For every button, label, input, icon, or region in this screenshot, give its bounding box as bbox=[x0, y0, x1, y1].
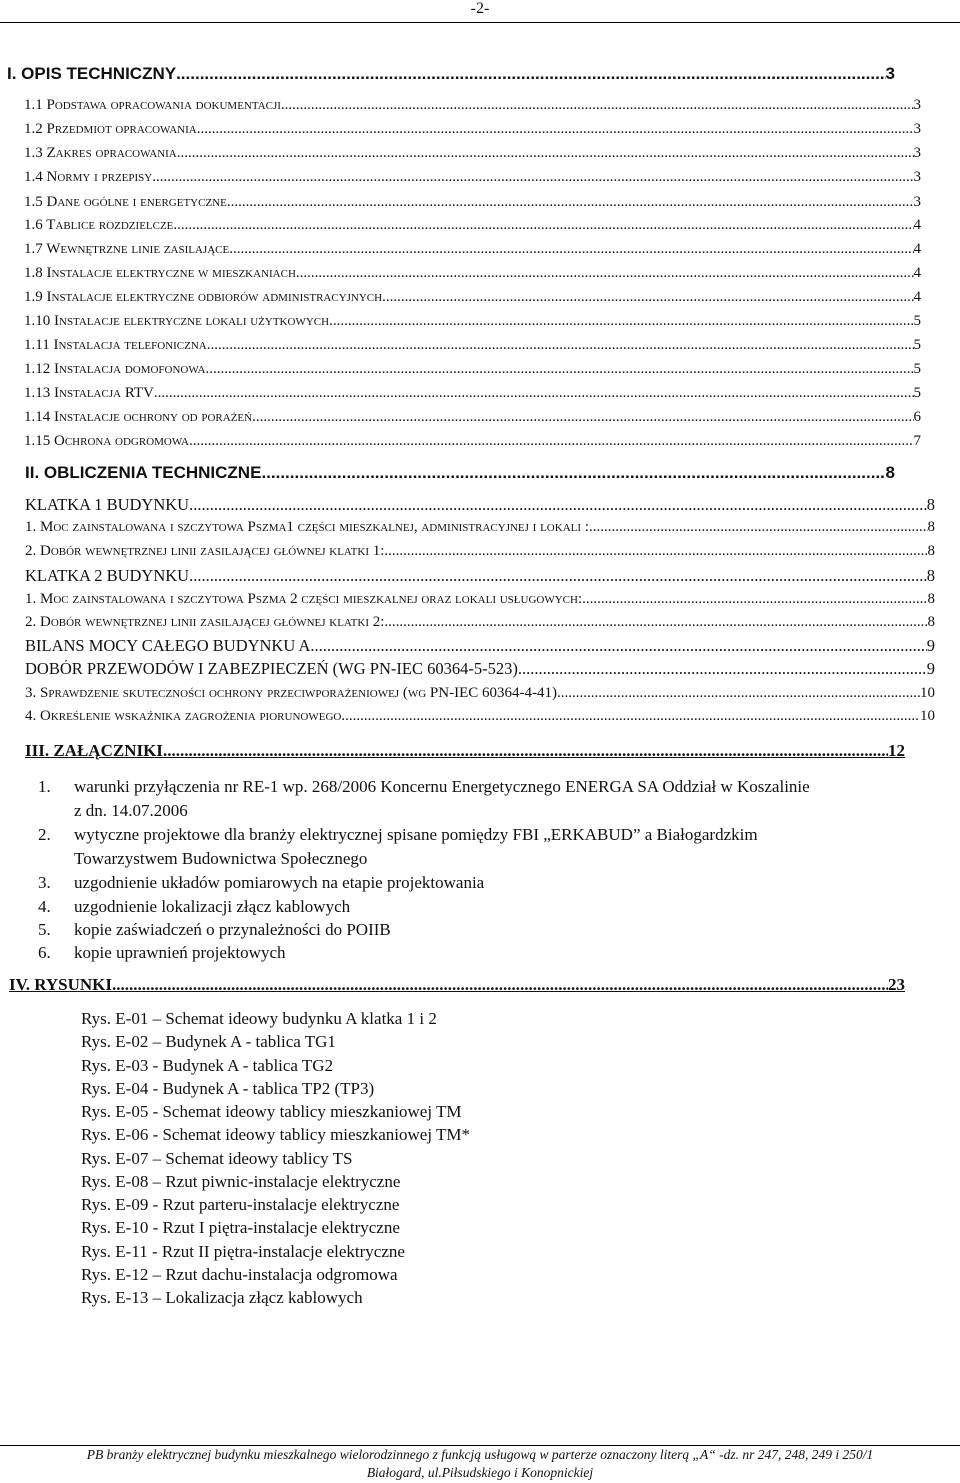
toc-item[interactable] bbox=[24, 145, 921, 162]
toc-item-page: 9 bbox=[926, 637, 935, 655]
toc-item-text: Instalacje elektryczne w mieszkaniach bbox=[46, 265, 296, 281]
attachment-text: Towarzystwem Budownictwa Społecznego bbox=[74, 849, 368, 868]
toc-item[interactable] bbox=[25, 614, 935, 631]
toc-leader-dots bbox=[112, 975, 888, 995]
toc-item-number: 1.4 bbox=[24, 169, 43, 185]
toc-leader-dots bbox=[163, 741, 888, 761]
attachment-text: kopie uprawnień projektowych bbox=[74, 943, 286, 962]
toc-item-page: 8 bbox=[926, 496, 935, 514]
drawing-item: Rys. E-11 - Rzut II piętra-instalacje elektryczne bbox=[81, 1241, 405, 1261]
toc-item-page: 7 bbox=[913, 433, 921, 449]
drawing-item: Rys. E-12 – Rzut dachu-instalacja odgromowa bbox=[81, 1264, 398, 1284]
toc-item-title bbox=[24, 289, 382, 306]
toc-leader-dots bbox=[189, 433, 914, 450]
toc-leader-dots bbox=[205, 361, 913, 378]
toc-item-text: Instalacje elektryczne lokali użytkowych bbox=[54, 313, 330, 329]
toc-item-number: 1.10 bbox=[24, 313, 51, 329]
toc-section-4-page: 23 bbox=[888, 975, 905, 994]
toc-leader-dots bbox=[341, 708, 920, 725]
toc-section-2[interactable] bbox=[25, 463, 895, 483]
toc-item-number: 1.3 bbox=[24, 145, 43, 161]
toc-item-text: Instalacja domofonowa bbox=[54, 361, 206, 377]
toc-item-title: 1. Moc zainstalowana i szczytowa Pszma1 części mieszkalnej, administracyjnej i lokali : bbox=[25, 519, 589, 535]
toc-item-page: 5 bbox=[913, 313, 921, 329]
drawing-item: Rys. E-10 - Rzut I piętra-instalacje elektryczne bbox=[81, 1218, 400, 1238]
attachment-text: wytyczne projektowe dla branży elektrycznej spisane pomiędzy FBI „ERKABUD” a Białogardzkim bbox=[74, 825, 758, 844]
toc-item-number: 1.12 bbox=[24, 361, 51, 377]
toc-item-title: 3. Sprawdzenie skuteczności ochrony przeciwporażeniowej (wg PN-IEC 60364-4-41) bbox=[25, 685, 557, 701]
toc-leader-dots bbox=[152, 169, 913, 186]
toc-item-title bbox=[24, 337, 207, 354]
toc-item[interactable] bbox=[24, 337, 921, 354]
footer-line-2: Białogard, ul.Piłsudskiego i Konopnickiej bbox=[366, 1465, 594, 1480]
toc-item-text: Dane ogólne i energetyczne bbox=[46, 194, 227, 210]
toc-leader-dots bbox=[252, 409, 913, 426]
toc-item-text: Podstawa opracowania dokumentacji bbox=[46, 97, 281, 113]
attachment-number: 4. bbox=[38, 897, 51, 916]
toc-section-3[interactable] bbox=[25, 741, 905, 761]
toc-item[interactable] bbox=[25, 519, 935, 536]
toc-leader-dots bbox=[384, 543, 927, 560]
toc-leader-dots bbox=[557, 685, 920, 702]
toc-item-title: 4. Określenie wskaźnika zagrożenia piorunowego bbox=[25, 708, 342, 724]
toc-leader-dots bbox=[384, 614, 927, 631]
toc-item-text: Zakres opracowania bbox=[46, 145, 177, 161]
attachment-text: warunki przyłączenia nr RE-1 wp. 268/2006 Koncernu Energetycznego ENERGA SA Oddział w Koszalinie bbox=[74, 777, 810, 796]
toc-item-page: 8 bbox=[927, 614, 935, 630]
toc-item[interactable] bbox=[25, 660, 935, 679]
toc-item-title: KLATKA 2 BUDYNKU bbox=[25, 567, 190, 585]
toc-section-3-page: 12 bbox=[888, 741, 905, 760]
toc-leader-dots bbox=[173, 217, 913, 234]
toc-item-text: Wewnętrzne linie zasilające bbox=[46, 241, 230, 257]
toc-section-2-page: 8 bbox=[885, 463, 895, 482]
toc-item-number: 1.8 bbox=[24, 265, 43, 281]
toc-item[interactable] bbox=[24, 385, 921, 402]
toc-item-page: 4 bbox=[913, 289, 921, 305]
toc-leader-dots bbox=[281, 97, 914, 114]
toc-item[interactable] bbox=[24, 217, 921, 234]
toc-item[interactable] bbox=[25, 591, 935, 608]
toc-item[interactable] bbox=[25, 543, 935, 560]
toc-item-title bbox=[24, 313, 329, 330]
toc-item-page: 3 bbox=[913, 97, 921, 113]
toc-item-page: 6 bbox=[913, 409, 921, 425]
toc-item[interactable] bbox=[25, 496, 935, 515]
attachment-number: 1. bbox=[38, 777, 51, 796]
toc-item-page: 3 bbox=[913, 194, 921, 210]
toc-item[interactable] bbox=[24, 97, 921, 114]
toc-leader-dots bbox=[177, 145, 914, 162]
toc-item-page: 5 bbox=[913, 361, 921, 377]
toc-leader-dots bbox=[261, 463, 885, 483]
toc-item-number: 1.2 bbox=[24, 121, 43, 137]
toc-item-title: 2. Dobór wewnętrznej linii zasilającej głównej klatki 1: bbox=[25, 543, 385, 559]
toc-item-text: Przedmiot opracowania bbox=[46, 121, 197, 137]
toc-item-number: 1.5 bbox=[24, 194, 43, 210]
toc-item-title: BILANS MOCY CAŁEGO BUDYNKU A bbox=[25, 637, 311, 655]
toc-leader-dots bbox=[154, 385, 914, 402]
toc-item[interactable] bbox=[24, 409, 921, 426]
toc-item-page: 3 bbox=[913, 169, 921, 185]
toc-item-number: 1.6 bbox=[24, 217, 43, 233]
toc-item-text: Ochrona odgromowa bbox=[54, 433, 189, 449]
toc-item[interactable] bbox=[25, 685, 935, 702]
toc-item[interactable] bbox=[24, 361, 921, 378]
toc-item-page: 8 bbox=[927, 519, 935, 535]
toc-item[interactable] bbox=[24, 121, 921, 138]
toc-item[interactable] bbox=[25, 637, 935, 656]
toc-leader-dots bbox=[329, 313, 913, 330]
toc-item-title bbox=[24, 385, 154, 402]
toc-leader-dots bbox=[176, 64, 885, 84]
toc-section-1-title: I. OPIS TECHNICZNY bbox=[7, 64, 177, 83]
toc-leader-dots bbox=[189, 496, 927, 515]
footer-rule bbox=[0, 1445, 960, 1446]
toc-item-page: 5 bbox=[913, 385, 921, 401]
attachment-text: uzgodnienie układów pomiarowych na etapie projektowania bbox=[74, 873, 485, 892]
toc-item-title bbox=[24, 409, 252, 426]
toc-item-title bbox=[24, 145, 177, 162]
toc-item-number: 1.1 bbox=[24, 97, 43, 113]
attachment-text: kopie zaświadczeń o przynależności do POIIB bbox=[74, 920, 391, 939]
toc-section-1[interactable] bbox=[7, 64, 895, 84]
toc-item-page: 9 bbox=[926, 660, 935, 678]
drawing-item: Rys. E-13 – Lokalizacja złącz kablowych bbox=[81, 1288, 363, 1307]
toc-item[interactable] bbox=[24, 265, 921, 282]
drawing-item: Rys. E-02 – Budynek A - tablica TG1 bbox=[81, 1032, 336, 1052]
toc-item-number: 1.13 bbox=[24, 385, 51, 401]
toc-item-page: 8 bbox=[927, 543, 935, 559]
toc-item[interactable] bbox=[25, 708, 935, 725]
toc-leader-dots bbox=[197, 121, 914, 138]
attachment-text: z dn. 14.07.2006 bbox=[74, 801, 188, 820]
drawing-item: Rys. E-04 - Budynek A - tablica TP2 (TP3) bbox=[81, 1078, 375, 1098]
toc-item-title: 2. Dobór wewnętrznej linii zasilającej głównej klatki 2: bbox=[25, 614, 385, 630]
toc-item[interactable] bbox=[24, 289, 921, 306]
toc-item-number: 1.14 bbox=[24, 409, 51, 425]
toc-item-page: 10 bbox=[920, 685, 935, 701]
toc-leader-dots bbox=[229, 241, 913, 258]
toc-item-title bbox=[24, 194, 227, 211]
toc-item-title bbox=[24, 241, 229, 258]
header-rule bbox=[0, 22, 960, 23]
toc-item-text: Instalacje elektryczne odbiorów administracyjnych bbox=[46, 289, 383, 305]
toc-item-text: Instalacje ochrony od porażeń bbox=[54, 409, 253, 425]
toc-item-text: Normy i przepisy bbox=[46, 169, 153, 185]
toc-item-number: 1.7 bbox=[24, 241, 43, 257]
toc-item-number: 1.15 bbox=[24, 433, 51, 449]
toc-section-4[interactable] bbox=[9, 975, 905, 995]
toc-item-title bbox=[24, 217, 173, 234]
attachment-number: 2. bbox=[38, 825, 51, 844]
toc-item-page: 8 bbox=[927, 591, 935, 607]
toc-section-1-page: 3 bbox=[885, 64, 895, 83]
toc-item[interactable] bbox=[24, 433, 921, 450]
toc-item[interactable] bbox=[24, 169, 921, 186]
toc-item[interactable] bbox=[24, 241, 921, 258]
drawing-item: Rys. E-07 – Schemat ideowy tablicy TS bbox=[81, 1148, 353, 1168]
drawing-item: Rys. E-05 - Schemat ideowy tablicy mieszkaniowej TM bbox=[81, 1102, 462, 1121]
toc-item-page: 4 bbox=[913, 265, 921, 281]
attachment-number: 3. bbox=[38, 873, 51, 892]
toc-item-page: 5 bbox=[913, 337, 921, 353]
toc-leader-dots bbox=[227, 194, 914, 211]
toc-item-page: 3 bbox=[913, 121, 921, 137]
toc-item-page: 4 bbox=[913, 217, 921, 233]
toc-item-title: DOBÓR PRZEWODÓW I ZABEZPIECZEŃ (WG PN-IEC 60364-5-523) bbox=[25, 660, 518, 678]
toc-section-3-title: III. ZAŁĄCZNIKI bbox=[25, 741, 163, 760]
drawing-item: Rys. E-09 - Rzut parteru-instalacje elektryczne bbox=[81, 1195, 400, 1214]
toc-item-page: 8 bbox=[926, 567, 935, 585]
toc-item-title bbox=[24, 433, 189, 450]
toc-item-number: 1.11 bbox=[24, 337, 50, 353]
toc-leader-dots bbox=[207, 337, 914, 354]
toc-item[interactable] bbox=[24, 313, 921, 330]
toc-leader-dots bbox=[582, 591, 927, 608]
toc-item-page: 3 bbox=[913, 145, 921, 161]
toc-leader-dots bbox=[310, 637, 926, 656]
toc-item[interactable] bbox=[25, 567, 935, 586]
attachment-text: uzgodnienie lokalizacji złącz kablowych bbox=[74, 897, 351, 916]
toc-item-page: 4 bbox=[913, 241, 921, 257]
toc-leader-dots bbox=[518, 660, 927, 679]
toc-leader-dots bbox=[296, 265, 914, 282]
toc-item-title bbox=[24, 121, 197, 138]
attachment-number: 6. bbox=[38, 943, 51, 962]
toc-item-title: KLATKA 1 BUDYNKU bbox=[25, 496, 190, 514]
attachment-number: 5. bbox=[38, 920, 51, 939]
drawing-item: Rys. E-01 – Schemat ideowy budynku A klatka 1 i 2 bbox=[81, 1009, 437, 1028]
toc-item-text: Instalacja telefoniczna bbox=[53, 337, 207, 353]
toc-item[interactable] bbox=[24, 194, 921, 211]
toc-leader-dots bbox=[589, 519, 928, 536]
toc-item-page: 10 bbox=[920, 708, 935, 724]
toc-item-text: Instalacja RTV bbox=[54, 385, 154, 401]
toc-item-number: 1.9 bbox=[24, 289, 43, 305]
page-number: -2- bbox=[470, 0, 490, 17]
drawing-item: Rys. E-03 - Budynek A - tablica TG2 bbox=[81, 1055, 334, 1075]
toc-item-title: 1. Moc zainstalowana i szczytowa Pszma 2 części mieszkalnej oraz lokali usługowych: bbox=[25, 591, 583, 607]
toc-item-title bbox=[24, 265, 296, 282]
toc-leader-dots bbox=[189, 567, 927, 586]
footer-line-1: PB branży elektrycznej budynku mieszkalnego wielorodzinnego z funkcją usługową w parterze oznaczony literą „A“ -dz. nr 247, 248, 249 i 250/1 bbox=[86, 1447, 874, 1462]
toc-section-4-title: IV. RYSUNKI bbox=[9, 975, 113, 994]
toc-item-text: Tablice rozdzielcze bbox=[46, 217, 174, 233]
toc-item-title bbox=[24, 361, 205, 378]
toc-section-2-title: II. OBLICZENIA TECHNICZNE bbox=[25, 463, 262, 482]
toc-leader-dots bbox=[382, 289, 913, 306]
toc-item-title bbox=[24, 169, 152, 186]
toc-item-title bbox=[24, 97, 281, 114]
drawing-item: Rys. E-08 – Rzut piwnic-instalacje elektryczne bbox=[81, 1171, 401, 1191]
drawing-item: Rys. E-06 - Schemat ideowy tablicy mieszkaniowej TM* bbox=[81, 1125, 470, 1145]
